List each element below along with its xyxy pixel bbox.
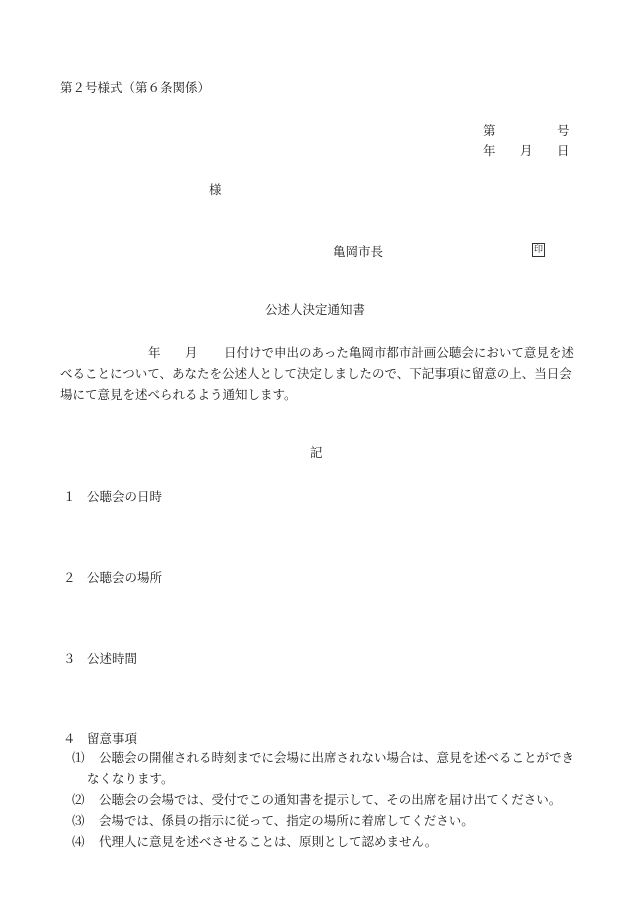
section-1-label: 公聴会の日時 — [87, 489, 163, 504]
document-title: 公述人決定通知書 — [265, 302, 366, 317]
note-2-number: ⑵ — [72, 792, 85, 807]
section-4-label: 留意事項 — [87, 731, 138, 746]
section-2-number: ２ — [63, 570, 76, 585]
issuer-name: 亀岡市長 — [333, 244, 384, 259]
form-label: 第２号様式（第６条関係） — [60, 80, 211, 95]
addressee-suffix: 様 — [209, 182, 222, 197]
section-3-number: ３ — [63, 651, 76, 666]
body-line2: べることについて、あなたを公述人として決定しましたので、下記事項に留意の上、当日会 — [60, 366, 572, 381]
note-1-text: 公聴会の開催される時刻までに会場に出席されない場合は、意見を述べることができ — [99, 750, 575, 765]
section-2-label: 公聴会の場所 — [87, 570, 163, 585]
note-1-continuation: なくなります。 — [87, 771, 174, 786]
section-4-number: ４ — [63, 731, 76, 746]
seal-mark: 印 — [532, 243, 545, 257]
note-3-number: ⑶ — [72, 813, 85, 828]
section-1-number: １ — [63, 489, 76, 504]
note-1-number: ⑴ — [72, 750, 85, 765]
body-line1: 日付けで申出のあった亀岡市都市計画公聴会において意見を述 — [224, 345, 574, 360]
section-3-label: 公述時間 — [87, 651, 138, 666]
document-number-prefix: 第 — [483, 123, 496, 138]
note-4-number: ⑷ — [72, 834, 85, 849]
date-month: 月 — [520, 143, 533, 158]
body-line3: 場にて意見を述べられるよう通知します。 — [60, 387, 297, 402]
document-number-suffix: 号 — [557, 123, 570, 138]
note-3-text: 会場では、係員の指示に従って、指定の場所に着席してください。 — [99, 813, 474, 828]
date-year: 年 — [483, 143, 496, 158]
body-year: 年 — [148, 345, 161, 360]
note-2-text: 公聴会の会場では、受付でこの通知書を提示して、その出席を届け出てください。 — [99, 792, 562, 807]
date-day: 日 — [557, 143, 570, 158]
note-4-text: 代理人に意見を述べさせることは、原則として認めません。 — [99, 834, 438, 849]
body-month: 月 — [185, 345, 198, 360]
ki-heading: 記 — [310, 445, 323, 460]
